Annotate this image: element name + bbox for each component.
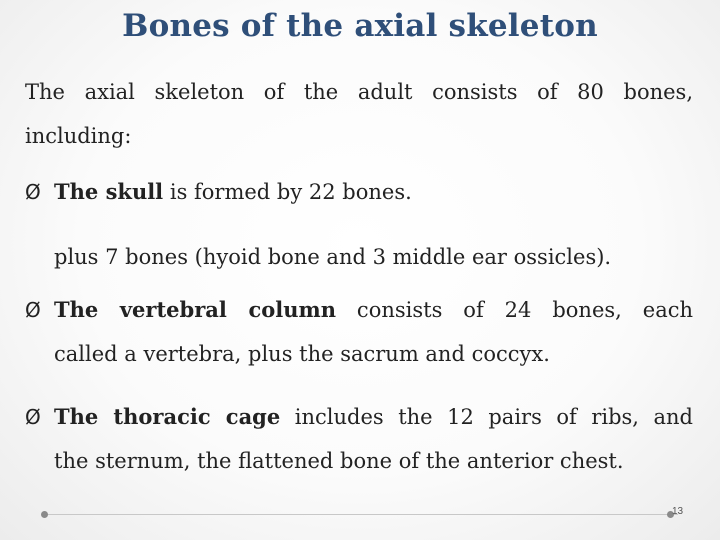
- footer-dot-left: [41, 511, 48, 518]
- bullet-term: The skull: [54, 179, 164, 204]
- bullet-description: is formed by 22 bones.: [163, 180, 412, 204]
- intro-line-2: including:: [25, 124, 132, 148]
- intro-line-1: The axial skeleton of the adult consists of 80 bones,: [25, 80, 693, 104]
- page-number: 13: [672, 506, 684, 517]
- intro-paragraph: [25, 70, 693, 158]
- bullet-thoracic-cage: [25, 395, 693, 483]
- bullet-line-2: called a vertebra, plus the sacrum and coccyx.: [54, 342, 550, 366]
- bullet-description: includes the 12 pairs of ribs, and: [280, 405, 694, 429]
- bullet-term: The thoracic cage: [54, 404, 281, 429]
- arrow-bullet-icon: Ø: [25, 405, 41, 429]
- skull-additional-note: plus 7 bones (hyoid bone and 3 middle ear ossicles).: [54, 245, 612, 269]
- bullet-skull: [25, 170, 693, 214]
- bullet-description: consists of 24 bones, each: [335, 298, 693, 322]
- footer-divider: [44, 514, 678, 515]
- bullet-text: [54, 395, 693, 483]
- bullet-text: [54, 288, 693, 376]
- bullet-vertebral-column: [25, 288, 693, 376]
- bullet-term: The vertebral column: [54, 297, 336, 322]
- bullet-line-1: [54, 395, 693, 439]
- bullet-line-2: the sternum, the flattened bone of the anterior chest.: [54, 449, 624, 473]
- arrow-bullet-icon: Ø: [25, 298, 41, 322]
- bullet-line-1: [54, 288, 693, 332]
- bullet-text: [54, 170, 693, 214]
- arrow-bullet-icon: Ø: [25, 180, 41, 204]
- slide-title: Bones of the axial skeleton: [122, 8, 598, 44]
